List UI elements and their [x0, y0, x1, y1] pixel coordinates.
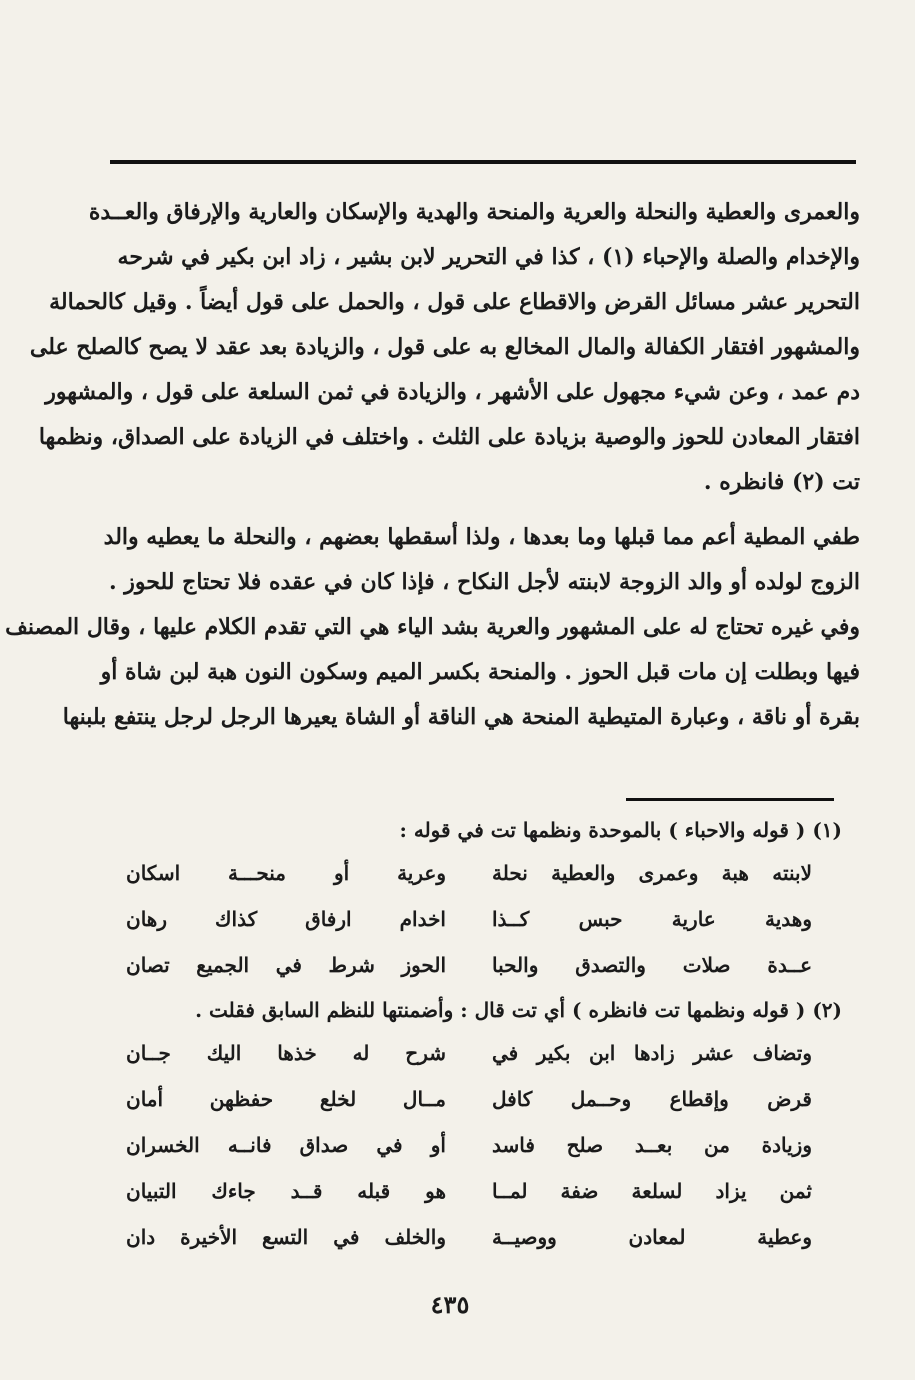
footnotes-block	[96, 812, 842, 1264]
verse-row	[96, 1076, 842, 1122]
footnote-2-header: (٢) ( قوله ونظمها تت فانظره ) أي تت قال : وأضمنتها للنظم السابق فقلت .	[195, 998, 842, 1022]
text-line: تت (٢) فانظره .	[703, 469, 860, 495]
verse-row	[96, 1168, 842, 1214]
verse-row	[96, 942, 842, 988]
text-line: والعمرى والعطية والنحلة والعرية والمنحة والهدية والإسكان والعارية والإرفاق والعــدة	[88, 199, 860, 225]
verse-row	[96, 1122, 842, 1168]
verse-first-hemistich: ثمن يزاد لسلعة ضفة لمــا	[492, 1179, 812, 1203]
verse-second-hemistich: أو في صداق فانــه الخسران	[126, 1133, 446, 1157]
verse-second-hemistich: الحوز شرط في الجميع تصان	[126, 953, 446, 977]
verse-first-hemistich: وعطية لمعادن ووصيــة	[492, 1225, 812, 1249]
text-line: والإخدام والصلة والإحباء (١) ، كذا في التحرير لابن بشير ، زاد ابن بكير في شرحه	[117, 244, 860, 270]
verse-row	[96, 1030, 842, 1076]
verse-first-hemistich: وتضاف عشر زادها ابن بكير في	[492, 1041, 812, 1065]
paragraph-1	[29, 190, 860, 505]
footnote-1-header: (١) ( قوله والاحباء ) بالموحدة ونظمها تت في قوله :	[399, 818, 842, 842]
verse-first-hemistich: قرض وإقطاع وحــمل كافل	[492, 1087, 812, 1111]
text-line: وفي غيره تحتاج له على المشهور والعرية بشد الياء هي التي تقدم الكلام عليها ، وقال المصنف	[5, 614, 860, 640]
main-text-block	[5, 190, 860, 740]
text-line: والمشهور افتقار الكفالة والمال المخالع به على قول ، والزيادة بعد عقد لا يصح كالصلح على	[29, 334, 860, 360]
verse-second-hemistich: اخدام ارفاق كذاك رهان	[126, 907, 446, 931]
verse-row	[96, 896, 842, 942]
text-line: دم عمد ، وعن شيء مجهول على الأشهر ، والزيادة في ثمن السلعة على قول ، والمشهور	[45, 379, 860, 405]
text-line: فيها وبطلت إن مات قبل الحوز . والمنحة بكسر الميم وسكون النون هبة لبن شاة أو	[100, 659, 860, 685]
page-number: ٤٣٥	[430, 1290, 470, 1319]
footnote-separator-rule	[626, 798, 834, 801]
verse-row	[96, 1214, 842, 1260]
verse-first-hemistich: وهدية عارية حبس كــذا	[492, 907, 812, 931]
verse-row	[96, 850, 842, 896]
footnote-2-verses	[96, 1030, 842, 1260]
verse-first-hemistich: عــدة صلات والتصدق والحبا	[492, 953, 812, 977]
text-line: بقرة أو ناقة ، وعبارة المتيطية المنحة هي الناقة أو الشاة يعيرها الرجل لرجل ينتفع بلبنها	[62, 704, 860, 730]
verse-first-hemistich: وزيادة من بعــد صلح فاسد	[492, 1133, 812, 1157]
top-horizontal-rule	[110, 160, 856, 164]
text-line: الزوج لولده أو والد الزوجة لابنته لأجل النكاح ، فإذا كان في عقده فلا تحتاج للحوز .	[108, 569, 860, 595]
text-line: التحرير عشر مسائل القرض والاقطاع على قول ، والحمل على قول أيضاً . وقيل كالحمالة	[49, 289, 860, 315]
verse-second-hemistich: مــال لخلع حفظهن أمان	[126, 1087, 446, 1111]
text-line: افتقار المعادن للحوز والوصية بزيادة على الثلث . واختلف في الزيادة على الصداق، ونظمها	[38, 424, 860, 450]
verse-second-hemistich: هو قبله قــد جاءك التبيان	[126, 1179, 446, 1203]
verse-second-hemistich: والخلف في التسع الأخيرة دان	[126, 1225, 446, 1249]
verse-first-hemistich: لابنته هبة وعمرى والعطية نحلة	[492, 861, 812, 885]
footnote-1-verses	[96, 850, 842, 988]
verse-second-hemistich: وعرية أو منحـــة اسكان	[126, 861, 446, 885]
text-line: طفي المطية أعم مما قبلها وما بعدها ، ولذا أسقطها بعضهم ، والنحلة ما يعطيه والد	[103, 524, 860, 550]
verse-second-hemistich: شرح له خذها اليك جــان	[126, 1041, 446, 1065]
paragraph-2	[5, 515, 860, 740]
